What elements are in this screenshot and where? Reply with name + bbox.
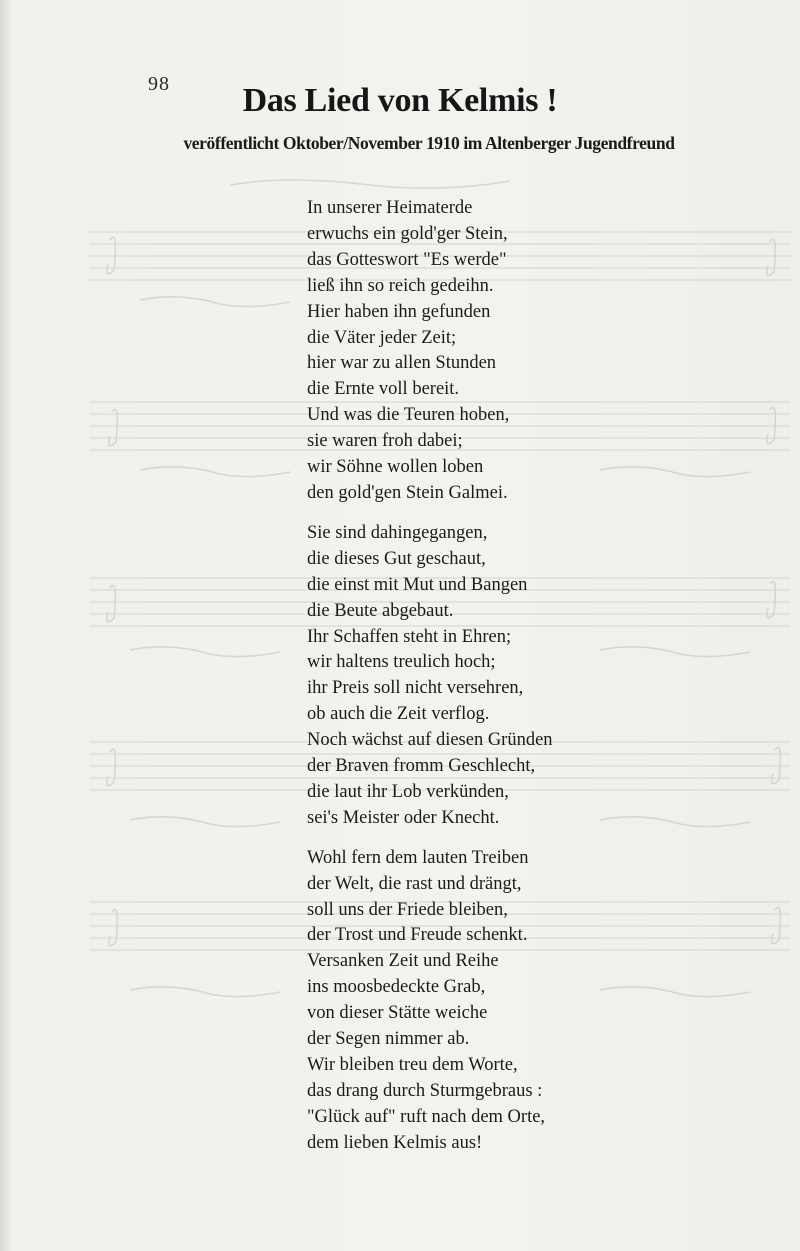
poem-line: wir Söhne wollen loben bbox=[307, 457, 484, 478]
poem-line: hier war zu allen Stunden bbox=[307, 353, 497, 374]
poem-line: die laut ihr Lob verkünden, bbox=[307, 781, 509, 802]
poem-line: sei's Meister oder Knecht. bbox=[307, 807, 500, 828]
poem-line: Hier haben ihn gefunden bbox=[307, 301, 491, 322]
poem-line: Und was die Teuren hoben, bbox=[307, 405, 510, 426]
poem-line: Sie sind dahingegangen, bbox=[307, 522, 488, 543]
poem-body bbox=[307, 196, 767, 1171]
poem-line: Wir bleiben treu dem Worte, bbox=[307, 1055, 518, 1075]
poem-line: das Gotteswort "Es werde" bbox=[307, 249, 507, 270]
poem-line: Noch wächst auf diesen Gründen bbox=[307, 730, 553, 751]
poem-line: die dieses Gut geschaut, bbox=[307, 548, 486, 569]
poem-line: die Ernte voll bereit. bbox=[307, 379, 460, 400]
poem-line: "Glück auf" ruft nach dem Orte, bbox=[307, 1106, 546, 1127]
poem-line: sie waren froh dabei; bbox=[307, 431, 463, 452]
poem-line: der Trost und Freude schenkt. bbox=[307, 925, 528, 946]
poem-line: In unserer Heimaterde bbox=[307, 198, 473, 218]
poem-line: von dieser Stätte weiche bbox=[307, 1003, 488, 1024]
poem-line: der Welt, die rast und drängt, bbox=[307, 873, 522, 894]
poem-line: der Braven fromm Geschlecht, bbox=[307, 756, 536, 777]
poem-line: ihr Preis soll nicht versehren, bbox=[307, 678, 524, 699]
poem-line: Versanken Zeit und Reihe bbox=[307, 951, 499, 972]
poem-line: Wohl fern dem lauten Treiben bbox=[307, 847, 529, 868]
poem-line: der Segen nimmer ab. bbox=[307, 1029, 470, 1050]
poem-line: ins moosbedeckte Grab, bbox=[307, 977, 486, 998]
poem-line: das drang durch Sturmgebraus : bbox=[307, 1080, 543, 1101]
poem-line: erwuchs ein gold'ger Stein, bbox=[307, 223, 508, 244]
stanza-2 bbox=[307, 521, 767, 832]
poem-line: dem lieben Kelmis aus! bbox=[307, 1132, 483, 1153]
poem-line: die Väter jeder Zeit; bbox=[307, 327, 457, 348]
poem-line: ob auch die Zeit verflog. bbox=[307, 704, 490, 725]
poem-line: die Beute abgebaut. bbox=[307, 600, 454, 621]
stanza-1 bbox=[307, 196, 767, 507]
page-number: 98 bbox=[148, 73, 170, 95]
publication-note: veröffentlicht Oktober/November 1910 im Altenberger Jugendfreund bbox=[183, 133, 675, 153]
poem-line: den gold'gen Stein Galmei. bbox=[307, 482, 508, 503]
poem-line: ließ ihn so reich gedeihn. bbox=[307, 275, 494, 296]
poem-title: Das Lied von Kelmis ! bbox=[242, 82, 558, 119]
stanza-3 bbox=[307, 846, 767, 1157]
poem-line: die einst mit Mut und Bangen bbox=[307, 574, 528, 595]
poem-line: soll uns der Friede bleiben, bbox=[307, 899, 508, 920]
poem-line: wir haltens treulich hoch; bbox=[307, 652, 496, 673]
poem-line: Ihr Schaffen steht in Ehren; bbox=[307, 626, 512, 647]
